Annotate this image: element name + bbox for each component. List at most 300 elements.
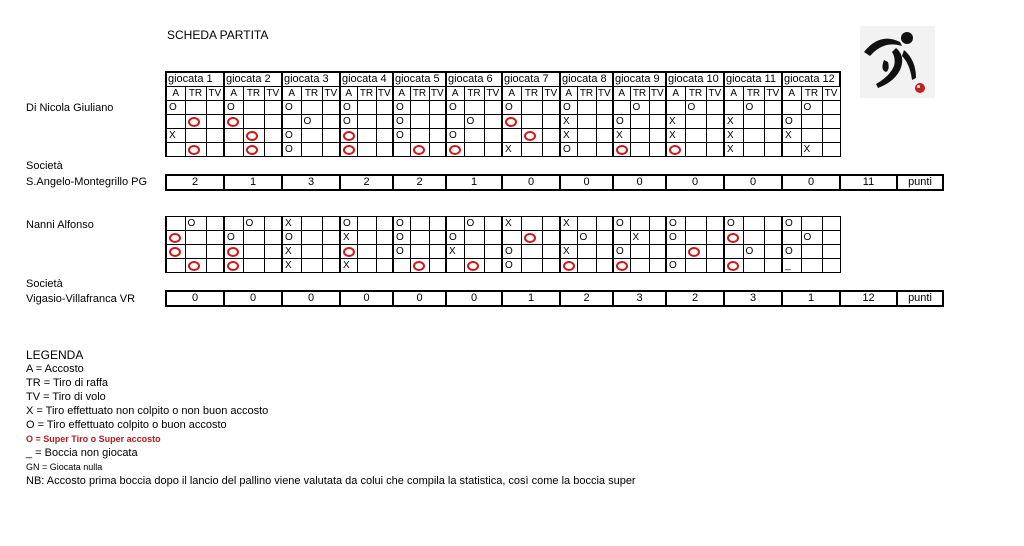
super-shot-mark [227, 261, 239, 271]
shot-cell [596, 143, 613, 157]
shot-cell [801, 143, 822, 157]
shot-cell [706, 129, 724, 143]
shot-cell [502, 101, 521, 115]
super-shot-mark [727, 233, 739, 243]
giocata-header: giocata 1 [166, 72, 224, 87]
shot-cell [393, 245, 410, 259]
shot-cell [206, 115, 224, 129]
shot-cell [357, 217, 376, 231]
shot-cell [206, 217, 224, 231]
shot-cell [542, 143, 560, 157]
super-shot-mark [169, 247, 181, 257]
shot-cell [685, 115, 706, 129]
shot-cell [243, 129, 264, 143]
shot-mark: O [449, 102, 457, 113]
shot-cell [429, 259, 446, 273]
shot-cell [301, 101, 322, 115]
shot-mark: O [396, 130, 404, 141]
shot-cell [206, 143, 224, 157]
shot-cell [376, 143, 393, 157]
shot-cell [764, 217, 782, 231]
shot-cell [322, 231, 340, 245]
super-shot-mark [524, 131, 536, 141]
shot-cell [822, 129, 840, 143]
shot-mark: X [727, 116, 734, 127]
shot-mark: X [785, 130, 792, 141]
giocata-score: 2 [340, 175, 393, 190]
shot-mark: X [669, 130, 676, 141]
shot-cell [666, 259, 685, 273]
shot-type-header: TR [243, 87, 264, 101]
giocata-score: 0 [724, 175, 782, 190]
shot-cell [322, 259, 340, 273]
shot-cell [264, 101, 282, 115]
shot-cell [764, 101, 782, 115]
super-shot-mark [563, 261, 575, 271]
shot-cell [464, 143, 484, 157]
shot-cell [264, 129, 282, 143]
shot-cell [743, 231, 764, 245]
giocata-score: 1 [502, 291, 560, 306]
shot-mark: O [396, 246, 404, 257]
shot-cell [630, 245, 649, 259]
shot-cell [224, 115, 243, 129]
shot-cell [393, 143, 410, 157]
shot-cell [577, 245, 596, 259]
shot-mark: O [687, 102, 696, 113]
shot-type-header: TR [630, 87, 649, 101]
shot-type-header: A [560, 87, 577, 101]
shot-cell [206, 259, 224, 273]
shot-cell [685, 217, 706, 231]
shot-type-header: TV [542, 87, 560, 101]
points-unit: punti [897, 175, 943, 190]
shot-cell [649, 217, 666, 231]
shot-cell [577, 101, 596, 115]
shot-mark: X [449, 246, 456, 257]
shot-cell [521, 101, 542, 115]
shot-cell [484, 217, 502, 231]
shot-mark: O [343, 218, 351, 229]
shot-cell [484, 115, 502, 129]
shot-cell [340, 259, 357, 273]
shot-cell [322, 115, 340, 129]
societa-name: S.Angelo-Montegrillo PG [26, 176, 148, 188]
legend-heading: LEGENDA [26, 348, 84, 362]
legend [26, 348, 636, 488]
shot-cell [357, 245, 376, 259]
shot-cell [801, 129, 822, 143]
shot-mark: O [227, 102, 235, 113]
shot-type-header: A [282, 87, 301, 101]
player-name: Di Nicola Giuliano [26, 102, 114, 114]
shot-mark: X [343, 260, 350, 271]
giocata-header: giocata 12 [782, 72, 840, 87]
shot-cell [666, 143, 685, 157]
shot-cell [560, 101, 577, 115]
giocata-score: 0 [224, 291, 282, 306]
player-name: Nanni Alfonso [26, 219, 94, 231]
shot-cell [743, 217, 764, 231]
shot-cell [649, 259, 666, 273]
shot-cell [666, 101, 685, 115]
giocata-score: 0 [613, 175, 666, 190]
shot-cell [243, 245, 264, 259]
shot-mark: O [785, 116, 793, 127]
shot-mark: X [632, 232, 640, 243]
shot-cell [521, 129, 542, 143]
shot-mark: O [505, 260, 513, 271]
shot-cell [649, 115, 666, 129]
giocata-header: giocata 8 [560, 72, 613, 87]
shot-mark: X [563, 130, 570, 141]
shot-cell [376, 231, 393, 245]
shot-type-header: A [502, 87, 521, 101]
shot-cell [282, 259, 301, 273]
shot-cell [560, 129, 577, 143]
shot-cell [464, 259, 484, 273]
shot-cell [649, 245, 666, 259]
super-shot-mark [343, 131, 355, 141]
shot-cell [502, 217, 521, 231]
shot-cell [782, 231, 801, 245]
shot-cell [649, 129, 666, 143]
shot-cell [666, 245, 685, 259]
legend-item: O = Tiro effettuato colpito o buon accosto [26, 419, 227, 431]
giocata-score: 2 [393, 175, 446, 190]
shot-cell [613, 129, 630, 143]
shot-cell [410, 143, 429, 157]
shot-cell [185, 101, 206, 115]
shot-cell [577, 217, 596, 231]
shot-cell [224, 259, 243, 273]
shot-cell [724, 143, 743, 157]
shot-cell [743, 129, 764, 143]
shot-cell [410, 245, 429, 259]
shot-cell [224, 217, 243, 231]
shot-cell [301, 129, 322, 143]
shot-cell [613, 259, 630, 273]
shot-cell [243, 259, 264, 273]
shot-cell [464, 245, 484, 259]
shot-cell [630, 217, 649, 231]
societa-label: Società [26, 160, 63, 172]
giocata-header: giocata 9 [613, 72, 666, 87]
shot-mark: O [785, 218, 793, 229]
shot-cell [649, 143, 666, 157]
shot-mark: O [245, 218, 254, 229]
shot-cell [376, 217, 393, 231]
shot-cell [301, 115, 322, 129]
shot-cell [243, 217, 264, 231]
shot-mark: O [669, 218, 677, 229]
shot-cell [743, 259, 764, 273]
shot-cell [782, 143, 801, 157]
shot-cell [429, 115, 446, 129]
super-shot-mark [524, 233, 536, 243]
shot-cell [410, 115, 429, 129]
shot-cell [542, 217, 560, 231]
super-shot-mark [169, 233, 181, 243]
shot-cell [166, 101, 185, 115]
shot-mark: O [396, 102, 404, 113]
shot-type-header: TV [596, 87, 613, 101]
shot-cell [630, 259, 649, 273]
shot-cell [822, 259, 840, 273]
shot-type-header: TR [410, 87, 429, 101]
shot-cell [782, 245, 801, 259]
shot-cell [340, 217, 357, 231]
shot-cell [521, 143, 542, 157]
shot-cell [243, 231, 264, 245]
shot-mark: O [285, 130, 293, 141]
score-grid [165, 71, 841, 157]
shot-mark: X [505, 218, 512, 229]
shot-mark: O [396, 218, 404, 229]
shot-mark: O [669, 260, 677, 271]
shot-cell [264, 231, 282, 245]
shot-type-header: TV [264, 87, 282, 101]
shot-cell [243, 101, 264, 115]
shot-cell [322, 129, 340, 143]
shot-type-header: A [393, 87, 410, 101]
shot-mark: X [285, 218, 292, 229]
shot-type-header: TV [322, 87, 340, 101]
shot-cell [685, 101, 706, 115]
super-shot-mark [188, 261, 200, 271]
shot-cell [357, 143, 376, 157]
societa-name: Vigasio-Villafranca VR [26, 293, 136, 305]
shot-cell [724, 101, 743, 115]
shot-type-header: A [782, 87, 801, 101]
shot-cell [357, 115, 376, 129]
shot-cell [521, 231, 542, 245]
shot-mark: O [616, 218, 624, 229]
shot-mark: X [563, 246, 570, 257]
shot-cell [560, 231, 577, 245]
shot-mark: O [466, 116, 475, 127]
shot-cell [724, 231, 743, 245]
giocata-score: 1 [782, 291, 840, 306]
shot-cell [822, 217, 840, 231]
shot-cell [724, 217, 743, 231]
shot-cell [301, 259, 322, 273]
shot-cell [282, 115, 301, 129]
giocata-score: 3 [724, 291, 782, 306]
shot-cell [613, 231, 630, 245]
shot-cell [185, 129, 206, 143]
giocata-header: giocata 3 [282, 72, 340, 87]
shot-mark: O [803, 102, 812, 113]
shot-cell [801, 259, 822, 273]
shot-cell [410, 129, 429, 143]
shot-cell [206, 231, 224, 245]
shot-cell [706, 245, 724, 259]
shot-mark: X [505, 144, 512, 155]
shot-cell [764, 129, 782, 143]
shot-mark: O [803, 232, 812, 243]
shot-cell [822, 231, 840, 245]
super-shot-mark [467, 261, 479, 271]
shot-cell [630, 129, 649, 143]
shot-mark: _ [785, 260, 791, 271]
points-unit: punti [897, 291, 943, 306]
shot-mark: O [285, 102, 293, 113]
giocata-score: 0 [502, 175, 560, 190]
shot-cell [502, 115, 521, 129]
shot-cell [393, 115, 410, 129]
shot-cell [613, 143, 630, 157]
shot-mark: X [343, 232, 350, 243]
shot-cell [282, 217, 301, 231]
shot-mark: X [285, 246, 292, 257]
shot-mark: O [187, 218, 196, 229]
shot-cell [666, 115, 685, 129]
shot-cell [649, 101, 666, 115]
shot-cell [185, 115, 206, 129]
shot-type-header: TV [706, 87, 724, 101]
shot-mark: O [616, 246, 624, 257]
shot-cell [502, 231, 521, 245]
shot-cell [166, 259, 185, 273]
giocata-score: 0 [166, 291, 224, 306]
shot-cell [340, 231, 357, 245]
shot-mark: X [727, 144, 734, 155]
giocata-score: 0 [340, 291, 393, 306]
shot-cell [521, 217, 542, 231]
shot-cell [376, 115, 393, 129]
super-shot-mark [688, 247, 700, 257]
total-score: 12 [840, 291, 897, 306]
shot-cell [282, 245, 301, 259]
shot-cell [596, 231, 613, 245]
giocata-score: 0 [446, 291, 502, 306]
shot-cell [376, 259, 393, 273]
shot-cell [166, 129, 185, 143]
shot-cell [429, 231, 446, 245]
shot-mark: O [449, 130, 457, 141]
shot-cell [706, 115, 724, 129]
shot-cell [340, 129, 357, 143]
shot-type-header: TV [376, 87, 393, 101]
shot-type-header: TV [484, 87, 502, 101]
shot-mark: X [803, 144, 811, 155]
shot-cell [649, 231, 666, 245]
shot-cell [340, 115, 357, 129]
shot-cell [596, 245, 613, 259]
shot-cell [542, 115, 560, 129]
shot-cell [577, 259, 596, 273]
shot-mark: O [579, 232, 588, 243]
shot-cell [340, 245, 357, 259]
shot-cell [743, 143, 764, 157]
shot-cell [596, 217, 613, 231]
shot-cell [340, 101, 357, 115]
giocata-header: giocata 7 [502, 72, 560, 87]
shot-cell [357, 129, 376, 143]
super-shot-mark [343, 247, 355, 257]
shot-type-header: A [666, 87, 685, 101]
super-shot-mark [727, 261, 739, 271]
shot-cell [484, 129, 502, 143]
giocata-score: 3 [613, 291, 666, 306]
shot-cell [429, 245, 446, 259]
shot-cell [446, 231, 464, 245]
shot-cell [393, 129, 410, 143]
shot-cell [376, 129, 393, 143]
shot-cell [801, 245, 822, 259]
shot-type-header: A [224, 87, 243, 101]
shot-cell [446, 115, 464, 129]
super-shot-mark [505, 117, 517, 127]
super-shot-mark [246, 145, 258, 155]
shot-cell [724, 129, 743, 143]
legend-super: O = Super Tiro o Super accosto [26, 434, 161, 444]
shot-mark: O [505, 246, 513, 257]
giocata-score: 3 [282, 175, 340, 190]
shot-type-header: TR [743, 87, 764, 101]
super-shot-mark [413, 145, 425, 155]
bocce-player-icon [860, 26, 935, 98]
shot-cell [446, 259, 464, 273]
shot-cell [224, 245, 243, 259]
score-grid [165, 216, 841, 273]
shot-cell [542, 129, 560, 143]
shot-cell [685, 259, 706, 273]
shot-cell [166, 245, 185, 259]
shot-cell [613, 115, 630, 129]
shot-type-header: TR [685, 87, 706, 101]
shot-cell [542, 245, 560, 259]
shot-cell [577, 129, 596, 143]
shot-cell [429, 101, 446, 115]
shot-cell [393, 259, 410, 273]
shot-mark: O [343, 102, 351, 113]
shot-mark: O [396, 232, 404, 243]
shot-cell [185, 217, 206, 231]
shot-mark: X [563, 218, 570, 229]
shot-cell [484, 259, 502, 273]
super-shot-mark [188, 117, 200, 127]
shot-cell [282, 129, 301, 143]
giocata-header: giocata 6 [446, 72, 502, 87]
giocata-score: 2 [560, 291, 613, 306]
shot-cell [206, 245, 224, 259]
shot-type-header: TR [185, 87, 206, 101]
shot-mark: X [285, 260, 292, 271]
shot-mark: O [343, 116, 351, 127]
shot-cell [301, 231, 322, 245]
shot-cell [393, 217, 410, 231]
shot-cell [560, 217, 577, 231]
shot-cell [224, 231, 243, 245]
shot-mark: O [745, 102, 754, 113]
shot-cell [224, 101, 243, 115]
shot-type-header: A [613, 87, 630, 101]
shot-cell [743, 245, 764, 259]
shot-type-header: TR [357, 87, 376, 101]
shot-cell [596, 101, 613, 115]
giocata-score: 2 [666, 291, 724, 306]
shot-mark: O [396, 116, 404, 127]
shot-mark: O [727, 218, 735, 229]
giocata-score: 0 [393, 291, 446, 306]
shot-cell [446, 101, 464, 115]
super-shot-mark [188, 145, 200, 155]
shot-cell [577, 143, 596, 157]
shot-cell [301, 245, 322, 259]
giocata-header: giocata 10 [666, 72, 724, 87]
